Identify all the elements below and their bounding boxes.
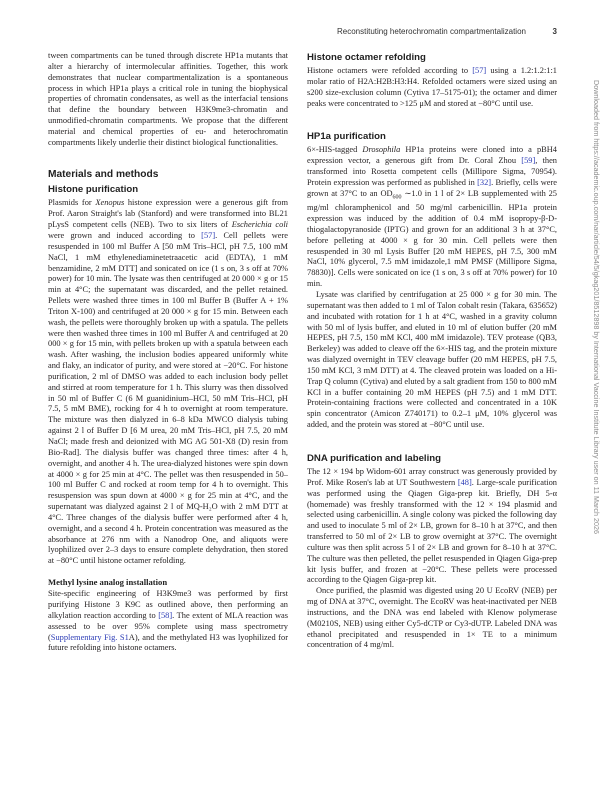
supplementary-figure-link[interactable]: Supplementary Fig. S1 [50,632,129,642]
citation-link-57[interactable]: [57] [201,230,216,240]
citation-link-48[interactable]: [48] [457,477,472,487]
histone-purification-paragraph [48,198,288,567]
text-run: histone expression were a generous gift from Prof. Aaron Straight's lab (Stanford) and were transformed into BL21 pLysS competent cells (NEB). Two to six liters of [48,198,289,230]
text-run: Histone octamers were refolded according to [307,66,473,75]
citation-link-32[interactable]: [32] [477,177,492,187]
subsection-title-histone-purification: Histone purification [48,184,139,196]
italic-species: Drosophila [362,145,401,155]
running-title: Reconstituting heterochromatin compartmentalization [337,27,526,36]
od-subscript: 600 [392,194,402,201]
section-title-materials-methods: Materials and methods [48,168,159,180]
text-run: ∼1.0 in 1 l of 2× LB supplemented with 25 mg/ml chloramphenicol and 50 mg/ml carbenicillin. HP1a protein expression was induced by the addition of 0.4 mM isopropy-β-D-thiogalactopyranoside (IPTG) and grown for an additional 3 h at 37°C, before pelleting at 4000 × g for 30 min. Cell pellets were then resuspended in 30 ml Lysis Buffer [20 mM HEPES, pH 7.5, 300 mM NaCl, 10% glycerol, 7.5 mM imidazole,1 mM PMSF (Millipore Sigma, 78830)]. Cells were sonicated on ice (1 s on, 3 s off at 70% power) for 10 min. [307,188,557,289]
text-run: Plasmids for [48,198,96,208]
subsection-title-methyl-lysine: Methyl lysine analog installation [48,577,168,588]
subsection-title-dna-purification: DNA purification and labeling [307,452,441,464]
download-watermark [590,80,602,700]
text-run: A), and the methylated H3 was lyophilized for future refolding into histone octamers. [48,632,288,653]
italic-species: Xenopus [95,198,125,208]
text-run: The 12 × 194 bp Widom-601 array construct was generously provided by Prof. Mike Rosen's lab at UT Southwestern [307,466,557,487]
citation-link-58[interactable]: [58] [158,610,173,620]
text-run: . Briefly, cells were grown at 37°C to an OD [307,177,558,198]
methyl-lysine-paragraph [48,589,288,654]
left-column [48,51,288,654]
text-run: . Large-scale purification was performed using the Qiagen Giga-prep kit. Briefly, DH 5-α (homemade) was freshly transformed with the 12 × 194 plasmid and selected using carbenicillin. A single colony was picked the following day and used to inoculate 5 ml of 2× LB, grown for 8–10 h at 37°C, and then transferred to 50 ml of 2× LB to grow overnight at 37°C. The overnight culture was then split across 5 l of 2× LB and grown for 8–10 h at 37°C. The culture was then pelleted, the pellet resuspended in Qiagen Giga-prep kit lysis buffer, and frozen at −20°C. These pellets were processed according to the Qiagen Giga-prep kit. [307,477,557,585]
subsection-title-octamer-refolding: Histone octamer refolding [307,52,426,63]
text-run: HP1a proteins were cloned into a pBH4 expression vector, a generous gift from Dr. Coral Zhou [307,145,557,166]
citation-link-59[interactable]: [59] [521,156,536,166]
intro-paragraph: tween compartments can be tuned through discrete HP1a mutants that alter a hierarchy of intermolecular affinities. Together, this work demonstrates that nuclear compartmentalization is a spontaneous process in which HP1a plays a critical role in tuning the biophysical properties of chromatin condensates, as well as the interfacial tensions that define the boundary between H3K9me3-chromatin and unmodified-chromatin compartments. We propose that the different material and chemical properties of eu- and heterochromatin compartments likely underlie their distinct biological functionalities. [48,51,288,147]
text-run: . The extent of MLA reaction was assessed to be over 95% complete using mass spectrometry ( [48,610,289,642]
text-run: 6×-HIS-tagged [307,145,363,155]
octamer-refolding-paragraph [307,66,557,109]
dna-purification-paragraph-2: Once purified, the plasmid was digested using 20 U EcoRV (NEB) per mg of DNA at 37°C, overnight. The EcoRV was heat-inactivated per NEB instructions, and the DNA was end labeled with Klenow polymerase (M0210S, NEB) using either Cy5-dCTP or Cy3-dUTP. Labeled DNA was ethanol precipitated and resuspended in 1× TE to a minimum concentration of 4 mg/ml. [307,586,557,650]
text-run: . Cell pellets were resuspended in 100 ml Buffer A [50 mM Tris–HCl, pH 7.5, 100 mM NaCl, 1 mM ethylenediaminetetraacetic acid (EDTA), 1 mM benzamidine, 2 mM DTT] and sonicated on ice (1 s on, 3 s off at 70% power) for 10 min. The lysate was then centrifuged at 20 000 × g or 15 min at 4°C; the supernatant was discarded, and the pellet retained. Pellets were washed three times in 100 ml Buffer B (Buffer A + 1% Triton X-100) and centrifuged at 20 000 × g for 15 min. Between each wash, the pellets were thoroughly broken up with a spatula. The pellets were then washed three times in 100 ml Buffer A and centrifuged at 20 000 × g for 15 min, with pellets broken up with a spatula between each wash. After washing, the inclusion bodies appeared uniformly white and flaky, an indicator of purity, and were stored at −20°C. For histone purification, 2 ml of DMSO was added to each inclusion body pellet and stirred at room temperature for 1 h. This slurry was then dissolved in 50 ml of Buffer C (6 M guanidinium–HCl, 50 mM Tris–HCl, pH 7.5, 5 mM BME), rocking for 4 h to overnight at room temperature. The mixture was then dialyzed in 6–8 kDa MWCO dialysis tubing against 2 l of Buffer D [6 M urea, 20 mM Tris–HCl, pH 7.5, 20 mM NaCl; made fresh and deionized with MG AG 501-X8 (D) resin from Bio-Rad]. The dialysis buffer was changed three times: after 4 h, overnight, and another 4 h. The urea-dialyzed histones were spin down at 4000 × g for 25 min at 4°C. The pellet was then resuspended in 50–100 ml Buffer C and rocked at room temp for 4 h to overnight. This resuspension was spun down at 4000 × g for 25 min at 4°C, and the supernatant was dialyzed against 2 l of MQ-H₂O with 2 mM DTT at 4°C. Three changes of the dialysis buffer were performed after 4 h, overnight, and a second 4 h. Protein concentration was measured as the absorbance at 276 nm with a Nanodrop One, and aliquots were lyophilized over 2–3 days to ensure complete dehydration, then stored at −80°C until histone octamer refolding. [48,230,288,566]
page-number: 3 [552,27,557,36]
text-run: using a 1.2:1.2:1:1 molar ratio of H2A:H2B:H3:H4. Refolded octamers were sized using an s200 size-exclusion column (Cytiva 17–5175-01); the octamer and dimer peaks were concentrated to >125 μM and stored at −80°C until use. [307,66,557,108]
hp1a-purification-paragraph [307,145,557,290]
text-run: were grown and induced according to [48,230,202,240]
watermark-text: Downloaded from https://academic.oup.com/nar/article/54/5/gkag201/8512898 by International Vaccine Institute Library user on 11 March 2026 [592,80,601,535]
subsection-title-hp1a-purification: HP1a purification [307,131,386,143]
hp1a-purification-paragraph-2: Lysate was clarified by centrifugation at 25 000 × g for 30 min. The supernatant was then added to 1 ml of Talon cobalt resin (Takara, 635652) and incubated with rotation for 1 h at 4°C, washed in a gravity column with 50 ml of lysis buffer, and eluted in 10 ml of elution buffer (20 mM HEPES, pH 7.5, 150 mM KCl, 400 mM imidazole). TEV protease (QB3, Berkeley) was added to cleave off the 6×-HIS tag, and the protein mixture was dialyzed overnight in TEV cleavage buffer (20 mM HEPES, pH 7.5, 150 mM KCl, 3 mM DTT) at 4. The cleaved protein was loaded on a Hi-Trap Q column (Cytiva) and eluted by a salt gradient from 150 to 800 mM KCl in a buffer containing 20 mM HEPES (pH 7.5) and 1 mM DTT. Protein-containing fractions were collected and concentrated in a 10K spin concentrator (Amicon Z740171) to 0.2–1 μM, 10% glycerol was added, and the protein was stored at −80°C until use. [307,290,557,430]
citation-link-57[interactable]: [57] [472,66,487,75]
text-run: , then transformed into Rosetta competent cells (Millipore Sigma, 70954). Protein expression was performed as published in [307,156,557,187]
italic-species: Escherichia coli [231,220,288,230]
dna-purification-paragraph [307,467,557,586]
text-run: Site-specific engineering of H3K9me3 was performed by first purifying Histone 3 K9C as outlined above, then performing an alkylation reaction according to [48,589,288,620]
right-column [307,52,557,651]
